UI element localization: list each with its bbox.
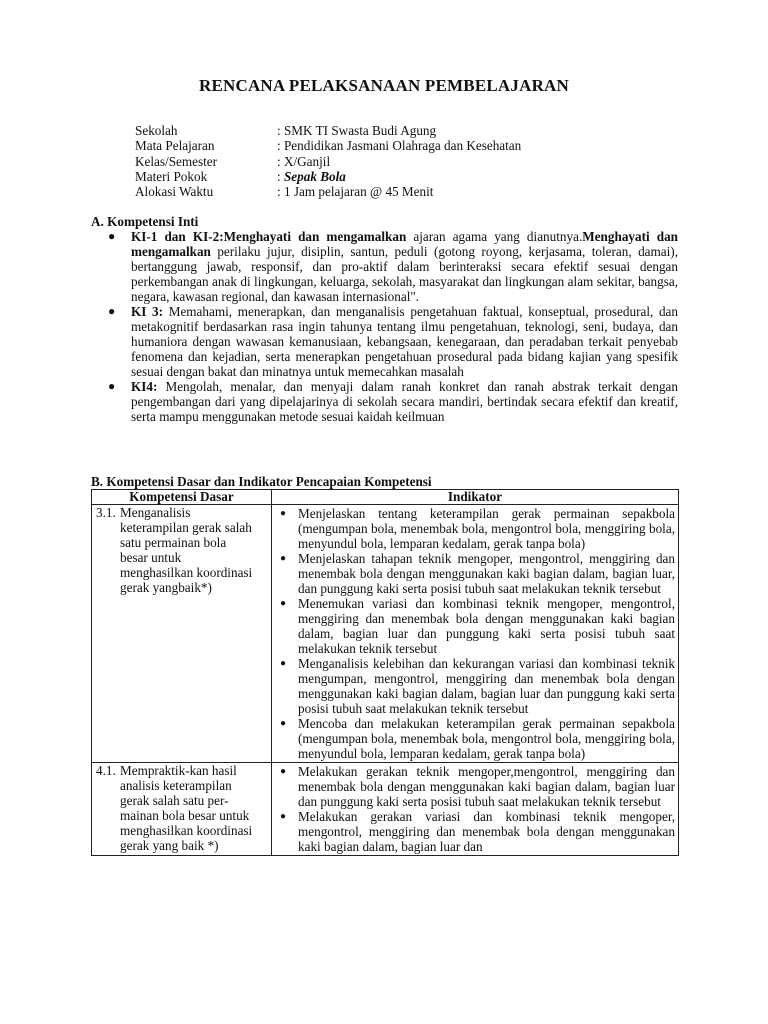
ki-text: perilaku jujur, disiplin, santun, peduli (gotong royong, kerjasama, toleran, damai), bertanggung jawab, responsif, dan pro-aktif dalam berinteraksi secara efektif sesuai dengan perkembangan anak di lingkungan, keluarga, sekolah, masyarakat dan lingkungan alam sekitar, bangsa, negara, kawasan regional, dan kawasan internasional". bbox=[131, 244, 678, 304]
ki-bold: KI-1 dan KI-2:Menghayati dan mengamalkan bbox=[131, 229, 407, 244]
list-item bbox=[272, 764, 675, 809]
indicator-text: Melakukan gerakan teknik mengoper,mengontrol, menggiring dan menembak bola dengan menggunakan kaki bagian dalam, bagian luar dan punggung kaki serta posisi tubuh saat melakukan teknik tersebut bbox=[298, 764, 675, 809]
indicator-text: Menjelaskan tentang keterampilan gerak permainan sepakbola (mengumpan bola, menembak bola, mengontrol bola, menggiring bola, menyundul bola, lemparan kedalam, gerak tanpa bola) bbox=[298, 506, 675, 551]
indicator-text: Menjelaskan tahapan teknik mengoper, mengontrol, menggiring dan menembak bola dengan menggunakan kaki bagian dalam, bagian luar, dan punggung kaki serta posisi tubuh saat melakukan teknik tersebut bbox=[298, 551, 675, 596]
list-item bbox=[272, 596, 675, 656]
kd-number: 3.1. bbox=[96, 505, 116, 520]
info-row-mata-pelajaran bbox=[135, 138, 521, 153]
kd-indikator-table bbox=[91, 489, 679, 856]
bullet-icon: ● bbox=[280, 658, 287, 669]
info-label: Mata Pelajaran bbox=[135, 138, 215, 154]
table-row bbox=[92, 505, 679, 763]
info-row-materi-pokok bbox=[135, 169, 521, 184]
bullet-icon: ● bbox=[280, 718, 287, 729]
bullet-icon: ● bbox=[280, 811, 287, 822]
indicator-text: Menemukan variasi dan kombinasi teknik mengoper, mengontrol, menggiring dan menembak bola dengan menggunakan kaki bagian dalam, bagian luar dan punggung kaki serta posisi tubuh saat melakukan teknik tersebut bbox=[298, 596, 675, 656]
indicator-cell bbox=[272, 763, 679, 856]
indicator-text: Melakukan gerakan variasi dan kombinasi teknik mengoper, mengontrol, menggiring dan menembak bola dengan menggunakan kaki bagian dalam, bagian luar dan bbox=[298, 809, 675, 854]
column-header-kd: Kompetensi Dasar bbox=[92, 490, 272, 505]
kd-text: Menganalisis keterampilan gerak salah satu permainan bola besar untuk menghasilkan koordinasi gerak yangbaik*) bbox=[120, 505, 253, 595]
kompetensi-inti-section bbox=[91, 214, 678, 424]
list-item bbox=[272, 506, 675, 551]
indicator-text: Menganalisis kelebihan dan kekurangan variasi dan kombinasi teknik mengumpan, mengontrol, menggiring dan menembak bola dengan menggunakan kaki bagian dalam, bagian luar dan punggung kaki serta posisi tubuh saat melakukan teknik tersebut bbox=[298, 656, 675, 716]
info-value: : Pendidikan Jasmani Olahraga dan Kesehatan bbox=[277, 138, 522, 154]
ki-item-3 bbox=[91, 304, 678, 379]
bullet-icon: ● bbox=[280, 766, 287, 777]
table-header-row bbox=[92, 490, 679, 505]
info-value-prefix: : bbox=[277, 168, 284, 184]
info-label: Alokasi Waktu bbox=[135, 184, 214, 200]
info-row-kelas-semester bbox=[135, 154, 521, 169]
bullet-icon: ● bbox=[280, 553, 287, 564]
info-value: : SMK TI Swasta Budi Agung bbox=[277, 123, 437, 138]
bullet-icon: ● bbox=[108, 229, 116, 243]
table-row bbox=[92, 763, 679, 856]
ki-item-1-2 bbox=[91, 229, 678, 304]
info-label: Sekolah bbox=[135, 123, 178, 138]
bullet-icon: ● bbox=[280, 508, 287, 519]
info-label: Materi Pokok bbox=[135, 168, 208, 184]
kd-text: Mempraktik-kan hasil analisis keterampilan gerak salah satu per-mainan bola besar untuk menghasilkan koordinasi gerak yang baik *) bbox=[120, 763, 253, 853]
list-item bbox=[272, 551, 675, 596]
section-a-title: A. Kompetensi Inti bbox=[91, 214, 199, 229]
identity-block bbox=[135, 123, 521, 199]
ki-text: Memahami, menerapkan, dan menganalisis pengetahuan faktual, konseptual, prosedural, dan metakognitif berdasarkan rasa ingin tahunya tentang ilmu pengetahuan, teknologi, seni, budaya, dan humaniora dengan wawasan kemanusiaan, kebangsaan, kenegaraan, dan peradaban terkait penyebab fenomena dan kejadian, serta menerapkan pengetahuan prosedural pada bidang kajian yang spesifik sesuai dengan bakat dan minatnya untuk memecahkan masalah bbox=[131, 304, 679, 379]
list-item bbox=[272, 809, 675, 854]
column-header-indikator: Indikator bbox=[272, 490, 679, 505]
indicator-cell bbox=[272, 505, 679, 763]
indicator-list bbox=[272, 505, 678, 762]
ki-text: Mengolah, menalar, dan menyaji dalam ranah konkret dan ranah abstrak terkait dengan pengembangan dari yang dipelajarinya di sekolah secara mandiri, bertindak secara efektif dan kreatif, serta mampu menggunakan metode sesuai kaidah keilmuan bbox=[131, 379, 678, 424]
kd-number: 4.1. bbox=[96, 763, 116, 778]
info-value: : 1 Jam pelajaran @ 45 Menit bbox=[277, 184, 434, 200]
ki-text: ajaran agama yang dianutnya. bbox=[406, 229, 583, 244]
indicator-text: Mencoba dan melakukan keterampilan gerak permainan sepakbola (mengumpan bola, menembak bola, mengontrol bola, menggiring bola, menyundul bola, lemparan kedalam, gerak tanpa bola) bbox=[298, 716, 675, 761]
bullet-icon: ● bbox=[108, 304, 116, 318]
kd-cell bbox=[92, 763, 272, 856]
ki-list bbox=[91, 229, 678, 424]
list-item bbox=[272, 656, 675, 716]
ki-bold: KI4: bbox=[131, 379, 158, 394]
document-title: RENCANA PELAKSANAAN PEMBELAJARAN bbox=[198, 76, 570, 95]
kd-cell bbox=[92, 505, 272, 763]
section-b-title: B. Kompetensi Dasar dan Indikator Pencapaian Kompetensi bbox=[91, 474, 432, 489]
list-item bbox=[272, 716, 675, 761]
info-value-materi: Sepak Bola bbox=[283, 168, 346, 184]
indicator-list bbox=[272, 763, 678, 855]
info-row-sekolah bbox=[135, 123, 521, 138]
bullet-icon: ● bbox=[108, 379, 116, 393]
ki-item-4 bbox=[91, 379, 678, 424]
ki-bold: Menghayati dan mengamalkan bbox=[131, 229, 679, 259]
bullet-icon: ● bbox=[280, 598, 287, 609]
info-row-alokasi-waktu bbox=[135, 184, 521, 199]
ki-bold: KI 3: bbox=[131, 304, 164, 319]
info-label: Kelas/Semester bbox=[135, 153, 218, 169]
info-value: : X/Ganjil bbox=[277, 153, 331, 169]
